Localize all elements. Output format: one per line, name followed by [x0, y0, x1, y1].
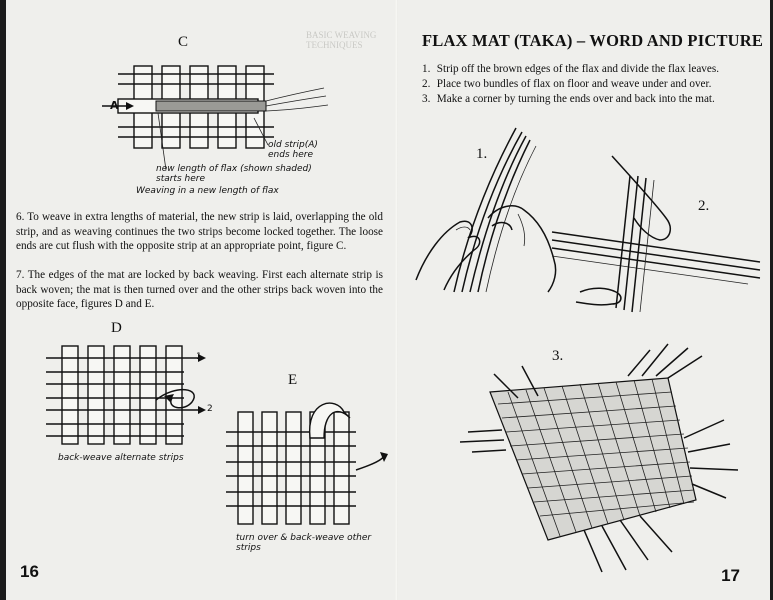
page-number-right: 17 — [721, 566, 740, 585]
woven-mat — [490, 378, 696, 540]
illustration-1-label: 1. — [476, 146, 488, 162]
figure-c-label: C — [178, 34, 189, 50]
bleed-through-header: BASIC WEAVING TECHNIQUES — [306, 30, 377, 50]
right-page — [398, 0, 770, 600]
step-text: Strip off the brown edges of the flax and divide the flax leaves. — [436, 63, 719, 75]
figure-e-label: E — [288, 372, 298, 388]
page-title: FLAX MAT (TAKA) – WORD AND PICTURE — [422, 31, 764, 50]
step-number: 2. — [422, 78, 431, 90]
step-number: 3. — [422, 93, 431, 105]
weaving-caption: Weaving in a new length of flax — [136, 186, 279, 196]
illustration-3-woven-mat-corner — [398, 0, 770, 600]
illustration-2-label: 2. — [698, 198, 710, 214]
new-length-annotation: new length of flax (shown shaded) starts here — [156, 164, 312, 184]
step-text: Place two bundles of flax on floor and weave under and over. — [436, 78, 712, 90]
illustration-3-label: 3. — [552, 348, 564, 364]
figure-e-weave-diagram — [6, 0, 395, 600]
figure-e-vertical-strips — [238, 412, 349, 524]
step-text: Make a corner by turning the ends over and back into the mat. — [436, 93, 715, 105]
figure-d-label: D — [111, 320, 122, 336]
figure-d-arrow-2: 2 — [207, 404, 213, 414]
step-number: 1. — [422, 63, 431, 75]
left-page — [6, 0, 395, 600]
page-number-left: 16 — [20, 562, 39, 581]
figure-d-caption: back-weave alternate strips — [58, 453, 184, 463]
figure-e-caption: turn over & back-weave other strips — [236, 533, 372, 553]
paragraph-7: 7. The edges of the mat are locked by back weaving. First each alternate strip is back woven; the mat is then turned over and the other strips back woven into the opposite face, figures D and E. — [16, 269, 383, 311]
old-strip-annotation: old strip(A) ends here — [268, 140, 318, 160]
strip-a-label: A — [110, 99, 119, 112]
figure-d-arrow-1: 1 — [196, 352, 202, 362]
paragraph-6: 6. To weave in extra lengths of material, the new strip is laid, overlapping the old strip, and as weaving continues the two strips become locked together. The loose ends are cut flush with the opposite strip at an appropriate point, figure C. — [16, 211, 383, 253]
